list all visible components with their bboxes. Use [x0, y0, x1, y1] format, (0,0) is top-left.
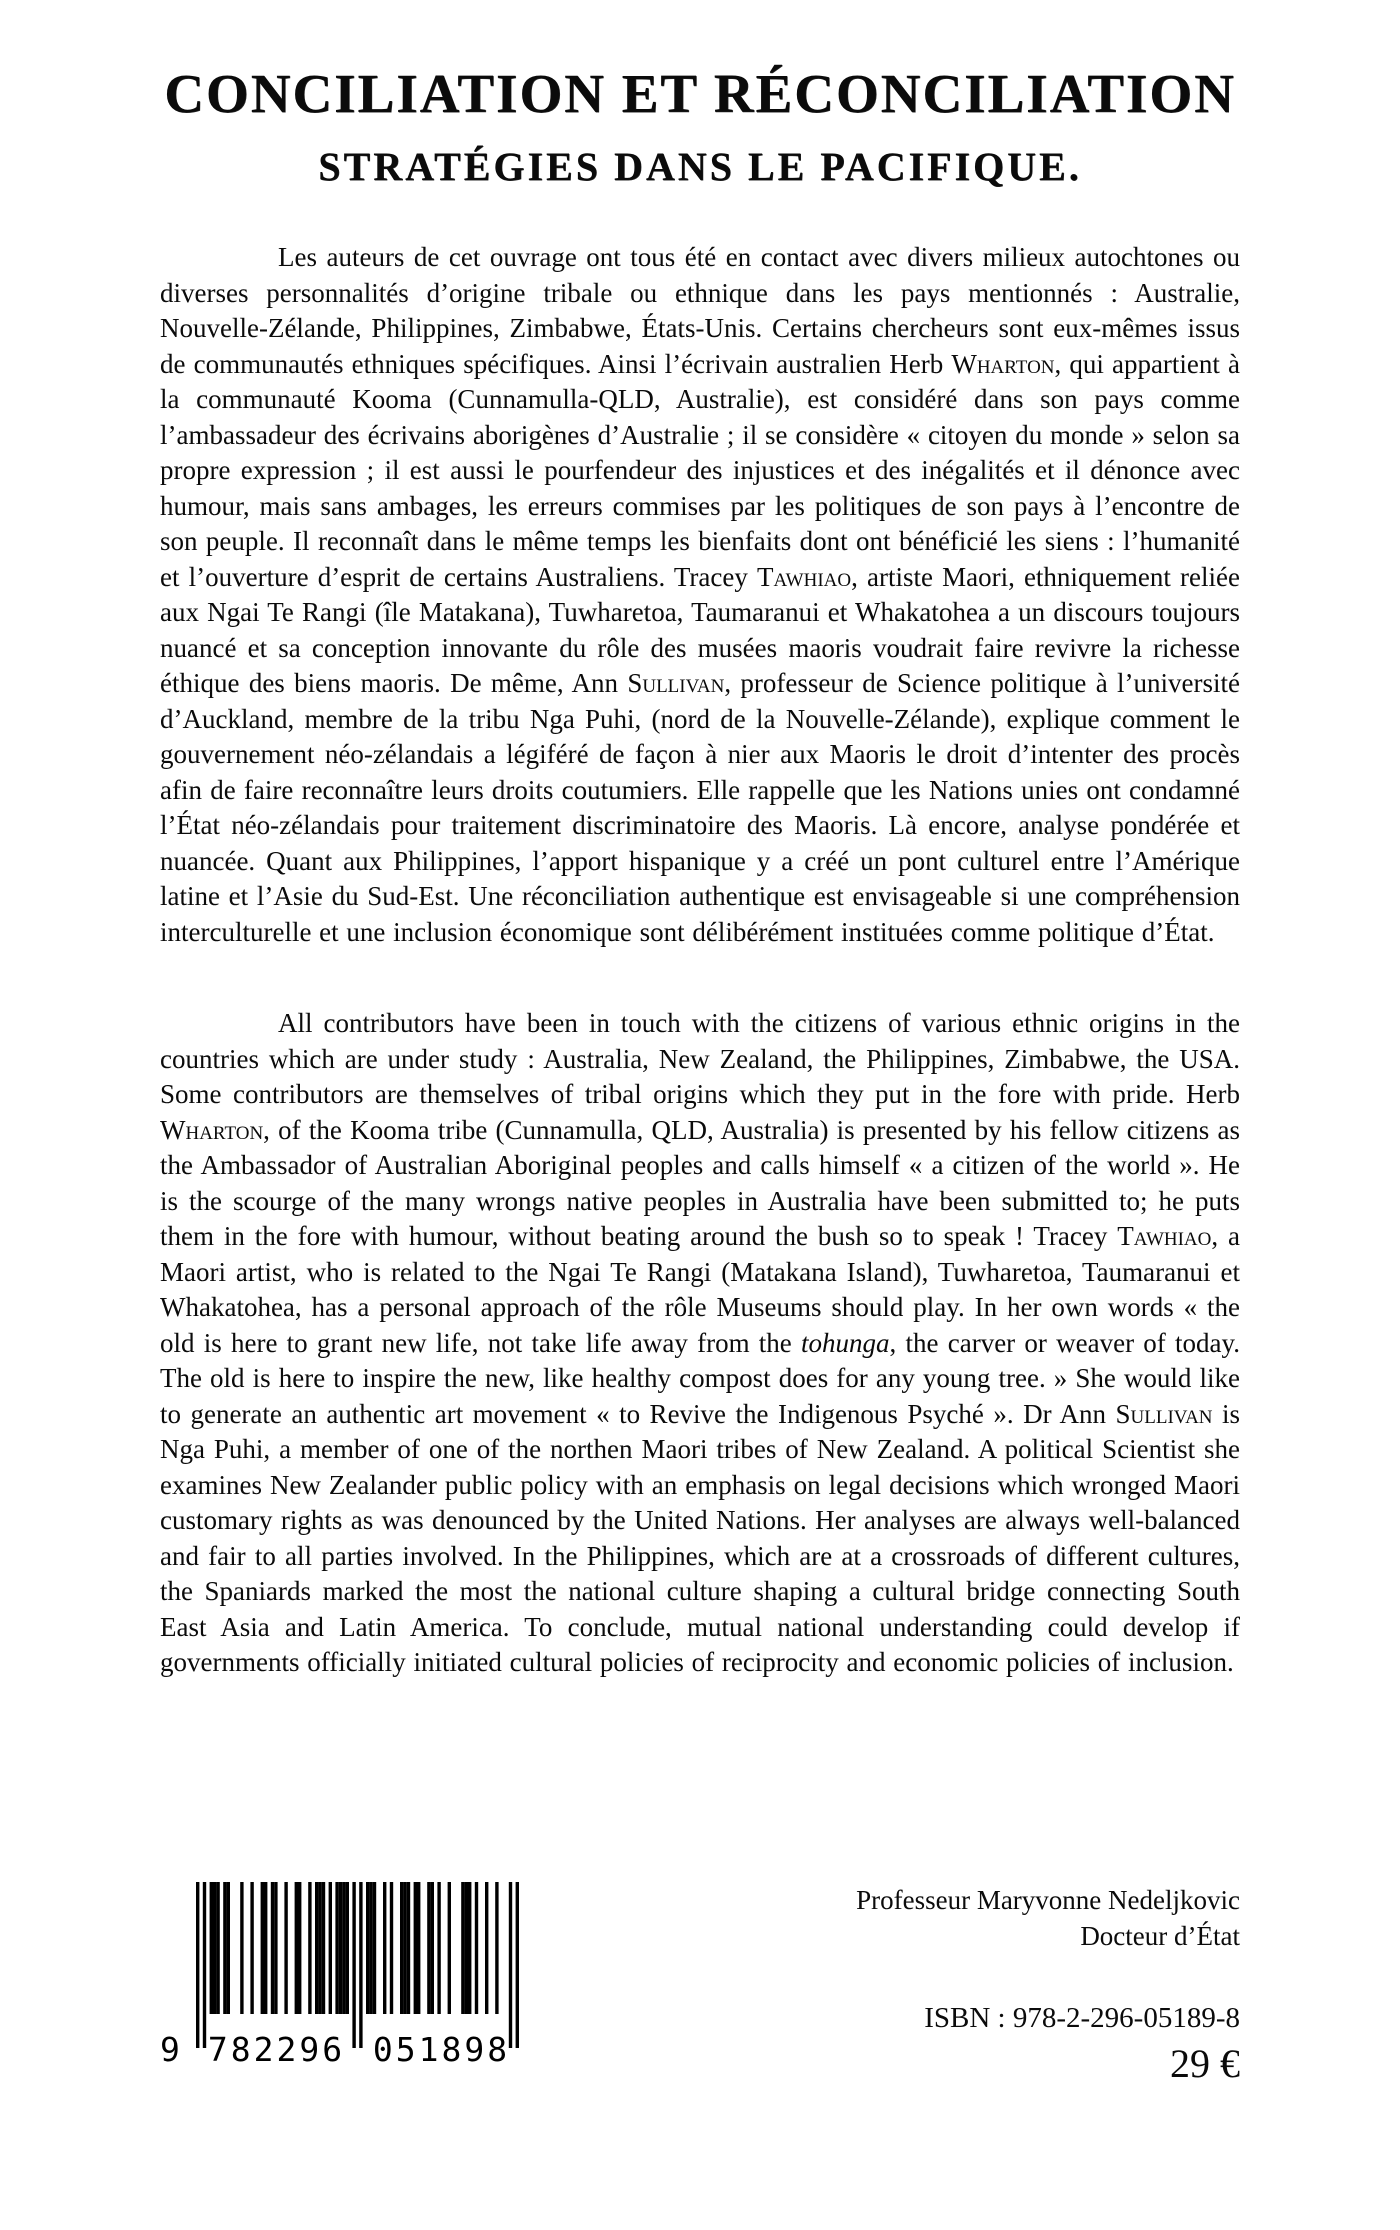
price-text: 29 €	[1170, 2041, 1240, 2086]
author-name: Professeur Maryvonne Nedeljkovic	[856, 1885, 1240, 1915]
credits-block	[856, 1882, 1240, 2086]
barcode-digits	[160, 2030, 524, 2069]
french-summary-paragraph: Les auteurs de cet ouvrage ont tous été en contact avec divers milieux autochtones ou diverses personnalités d’origine tribale ou ethnique dans les pays mentionnés : Australie, Nouvelle-Zélande, Philippines, Zimbabwe, États-Unis. Certains chercheurs sont eux-mêmes issus de communautés ethniques spécifiques. Ainsi l’écrivain australien Herb Wharton, qui appartient à la communauté Kooma (Cunnamulla-QLD, Australie), est considéré dans son pays comme l’ambassadeur des écrivains aborigènes d’Australie ; il se considère « citoyen du monde » selon sa propre expression ; il est aussi le pourfendeur des injustices et des inégalités et il dénonce avec humour, mais sans ambages, les erreurs commises par les politiques de son pays à l’encontre de son peuple. Il reconnaît dans le même temps les bienfaits dont ont bénéficié les siens : l’humanité et l’ouverture d’esprit de certains Australiens. Tracey Tawhiao, artiste Maori, ethniquement reliée aux Ngai Te Rangi (île Matakana), Tuwharetoa, Taumaranui et Whakatohea a un discours toujours nuancé et sa conception innovante du rôle des musées maoris voudrait faire revivre la richesse éthique des biens maoris. De même, Ann Sullivan, professeur de Science politique à l’université d’Auckland, membre de la tribu Nga Puhi, (nord de la Nouvelle-Zélande), explique comment le gouvernement néo-zélandais a légiféré de façon à nier aux Maoris le droit d’intenter des procès afin de faire reconnaître leurs droits coutumiers. Elle rappelle que les Nations unies ont condamné l’État néo-zélandais pour traitement discriminatoire des Maoris. Là encore, analyse pondérée et nuancée. Quant aux Philippines, l’apport hispanique y a créé un pont culturel entre l’Amérique latine et l’Asie du Sud-Est. Une réconciliation authentique est envisageable si une compréhension interculturelle et une inclusion économique sont délibérément instituées comme politique d’État.	[160, 242, 1241, 947]
book-title: CONCILIATION ET RÉCONCILIATION	[164, 63, 1236, 124]
isbn-text: ISBN : 978-2-296-05189-8	[924, 2002, 1240, 2034]
barcode-digit-group-left: 782296	[207, 2030, 346, 2069]
bottom-section	[160, 1882, 1240, 2088]
barcode-bars	[196, 1882, 520, 2048]
barcode	[160, 1882, 524, 2088]
book-subtitle: STRATÉGIES DANS LE PACIFIQUE.	[318, 144, 1082, 189]
barcode-digit-first: 9	[160, 2030, 180, 2069]
author-degree: Docteur d’État	[1080, 1921, 1240, 1951]
barcode-digit-group-right: 051898	[372, 2030, 511, 2069]
english-summary-paragraph: All contributors have been in touch with the citizens of various ethnic origins in the countries which are under study : Australia, New Zealand, the Philippines, Zimbabwe, the USA. Some contributors are themselves of tribal origins which they put in the fore with pride. Herb Wharton, of the Kooma tribe (Cunnamulla, QLD, Australia) is presented by his fellow citizens as the Ambassador of Australian Aboriginal peoples and calls himself « a citizen of the world ». He is the scourge of the many wrongs native peoples in Australia have been submitted to; he puts them in the fore with humour, without beating around the bush so to speak ! Tracey Tawhiao, a Maori artist, who is related to the Ngai Te Rangi (Matakana Island), Tuwharetoa, Taumaranui et Whakatohea, has a personal approach of the rôle Museums should play. In her own words « the old is here to grant new life, not take life away from the tohunga, the carver or weaver of today. The old is here to inspire the new, like healthy compost does for any young tree. » She would like to generate an authentic art movement « to Revive the Indigenous Psyché ». Dr Ann Sullivan is Nga Puhi, a member of one of the northen Maori tribes of New Zealand. A political Scientist she examines New Zealander public policy with an emphasis on legal decisions which wronged Maori customary rights as was denounced by the United Nations. Her analyses are always well-balanced and fair to all parties involved. In the Philippines, which are at a crossroads of different cultures, the Spaniards marked the most the national culture shaping a cultural bridge connecting South East Asia and Latin America. To conclude, mutual national understanding could develop if governments officially initiated cultural policies of reciprocity and economic policies of inclusion.	[160, 1008, 1240, 1677]
